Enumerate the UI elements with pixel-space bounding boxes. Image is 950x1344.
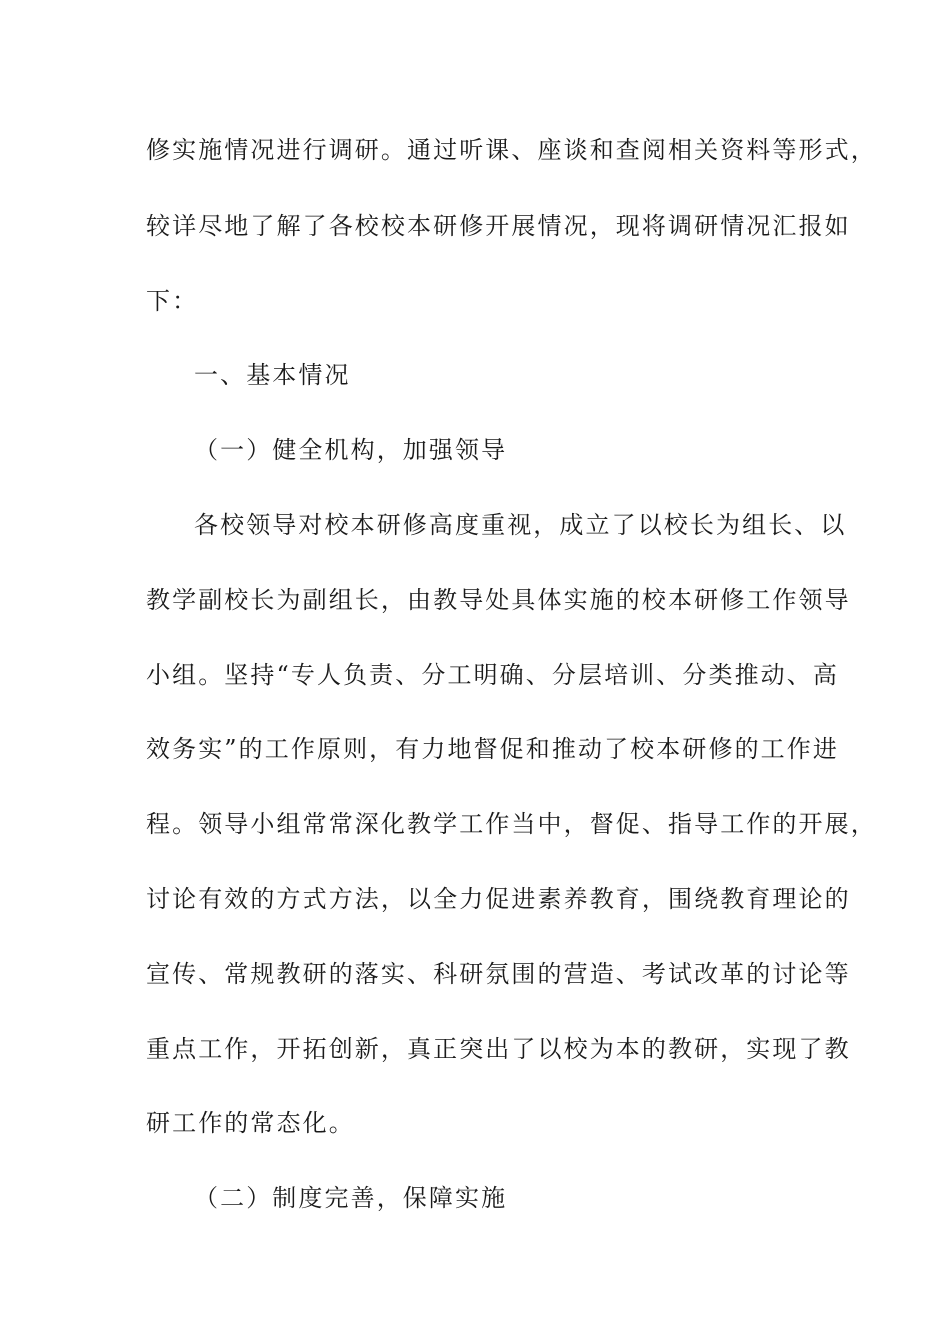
- subsection-heading: （一）健全机构，加强领导: [194, 436, 508, 464]
- subsection-heading: （二）制度完善，保障实施: [194, 1184, 508, 1212]
- body-text-line: 较详尽地了解了各校校本研修开展情况，现将调研情况汇报如: [146, 212, 851, 240]
- section-heading: 一、基本情况: [194, 361, 351, 389]
- body-text-line: 效务实”的工作原则，有力地督促和推动了校本研修的工作进: [146, 735, 839, 763]
- body-text-line: 宣传、常规教研的落实、科研氛围的营造、考试改革的讨论等: [146, 960, 851, 988]
- body-text-line: 修实施情况进行调研。通过听课、座谈和查阅相关资料等形式，: [146, 136, 877, 164]
- body-text-line: 重点工作，开拓创新，真正突出了以校为本的教研，实现了教: [146, 1035, 851, 1063]
- body-text-line: 各校领导对校本研修高度重视，成立了以校长为组长、以: [194, 511, 847, 539]
- body-text-line: 教学副校长为副组长，由教导处具体实施的校本研修工作领导: [146, 586, 851, 614]
- body-text-line: 研工作的常态化。: [146, 1109, 355, 1137]
- body-text-line: 程。领导小组常常深化教学工作当中，督促、指导工作的开展，: [146, 810, 877, 838]
- body-text-line: 讨论有效的方式方法，以全力促进素养教育，围绕教育理论的: [146, 885, 851, 913]
- body-text-line: 下：: [146, 287, 199, 315]
- body-text-line: 小组。坚持“专人负责、分工明确、分层培训、分类推动、高: [146, 661, 839, 689]
